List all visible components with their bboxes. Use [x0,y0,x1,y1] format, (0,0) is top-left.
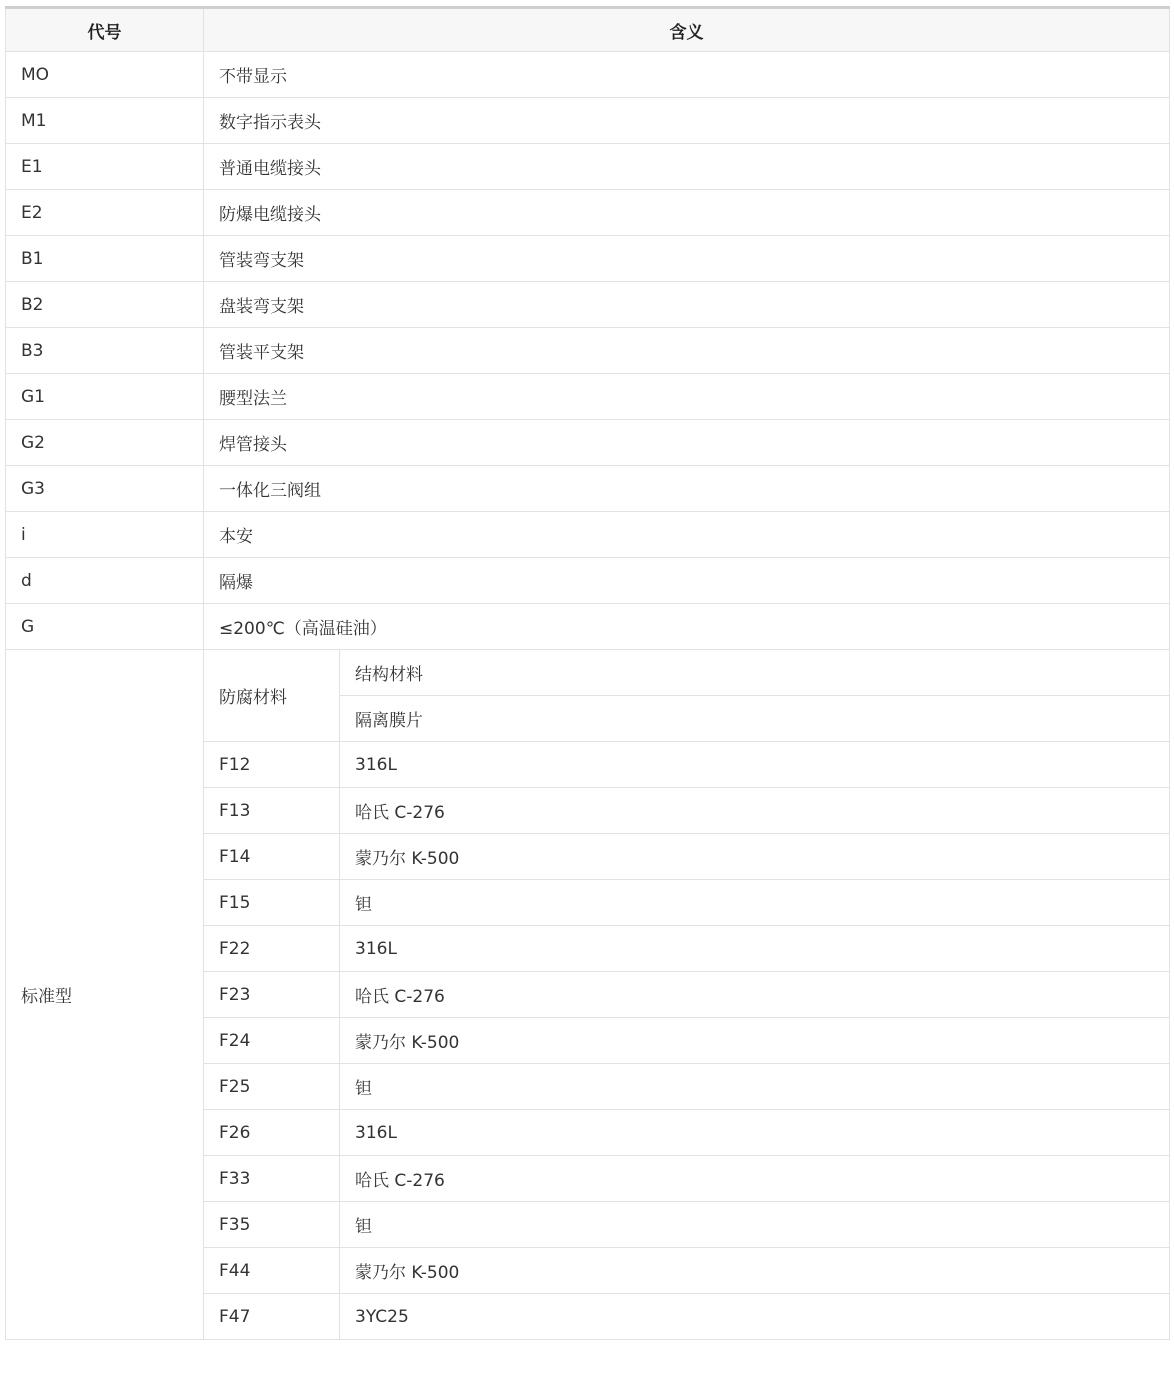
material-code-cell: F47 [204,1294,340,1340]
material-code-cell: F33 [204,1156,340,1202]
material-code-cell: F15 [204,880,340,926]
material-name-cell: 钽 [340,880,1170,926]
standard-type-label: 标准型 [6,650,204,1340]
table-row [6,282,1170,328]
anticorrosion-material-label: 防腐材料 [204,650,340,742]
material-code-cell: F13 [204,788,340,834]
meaning-cell: 本安 [204,512,1170,558]
table-row [6,604,1170,650]
code-cell: G3 [6,466,204,512]
code-table [5,6,1170,1340]
material-name-cell: 蒙乃尔 K-500 [340,834,1170,880]
table-row [6,512,1170,558]
material-name-cell: 3YC25 [340,1294,1170,1340]
header-meaning: 含义 [204,8,1170,52]
table-row [6,420,1170,466]
material-name-cell: 316L [340,742,1170,788]
table-row [6,328,1170,374]
table-row [6,236,1170,282]
table-body [6,52,1170,1340]
meaning-cell: 不带显示 [204,52,1170,98]
meaning-cell: 防爆电缆接头 [204,190,1170,236]
diaphragm-material-label: 隔离膜片 [340,696,1170,742]
material-name-cell: 哈氏 C-276 [340,788,1170,834]
material-code-cell: F23 [204,972,340,1018]
table-row [6,98,1170,144]
table-row [6,190,1170,236]
code-cell: E1 [6,144,204,190]
code-cell: E2 [6,190,204,236]
material-code-cell: F35 [204,1202,340,1248]
code-cell: G1 [6,374,204,420]
code-cell: M1 [6,98,204,144]
meaning-cell: 隔爆 [204,558,1170,604]
meaning-cell: 一体化三阀组 [204,466,1170,512]
material-name-cell: 316L [340,1110,1170,1156]
material-code-cell: F44 [204,1248,340,1294]
code-cell: d [6,558,204,604]
table-row [6,144,1170,190]
material-code-cell: F22 [204,926,340,972]
meaning-cell: 盘装弯支架 [204,282,1170,328]
meaning-cell: 管装平支架 [204,328,1170,374]
code-cell: B2 [6,282,204,328]
table-row [6,466,1170,512]
meaning-cell: 数字指示表头 [204,98,1170,144]
material-code-cell: F25 [204,1064,340,1110]
meaning-cell: 腰型法兰 [204,374,1170,420]
code-cell: G [6,604,204,650]
code-cell: i [6,512,204,558]
material-code-cell: F26 [204,1110,340,1156]
header-code: 代号 [6,8,204,52]
material-name-cell: 哈氏 C-276 [340,972,1170,1018]
code-cell: G2 [6,420,204,466]
code-cell: B3 [6,328,204,374]
code-cell: MO [6,52,204,98]
code-table-container [5,6,1169,1340]
meaning-cell: 管装弯支架 [204,236,1170,282]
structure-material-label: 结构材料 [340,650,1170,696]
table-row [6,558,1170,604]
meaning-cell: 焊管接头 [204,420,1170,466]
table-header-row [6,8,1170,52]
material-name-cell: 蒙乃尔 K-500 [340,1018,1170,1064]
material-name-cell: 316L [340,926,1170,972]
table-row [6,374,1170,420]
meaning-cell: 普通电缆接头 [204,144,1170,190]
material-name-cell: 蒙乃尔 K-500 [340,1248,1170,1294]
material-code-cell: F12 [204,742,340,788]
table-row [6,52,1170,98]
material-code-cell: F24 [204,1018,340,1064]
meaning-cell: ≤200℃（高温硅油） [204,604,1170,650]
material-name-cell: 哈氏 C-276 [340,1156,1170,1202]
code-cell: B1 [6,236,204,282]
material-code-cell: F14 [204,834,340,880]
material-name-cell: 钽 [340,1064,1170,1110]
material-name-cell: 钽 [340,1202,1170,1248]
standard-subheader-row [6,650,1170,696]
